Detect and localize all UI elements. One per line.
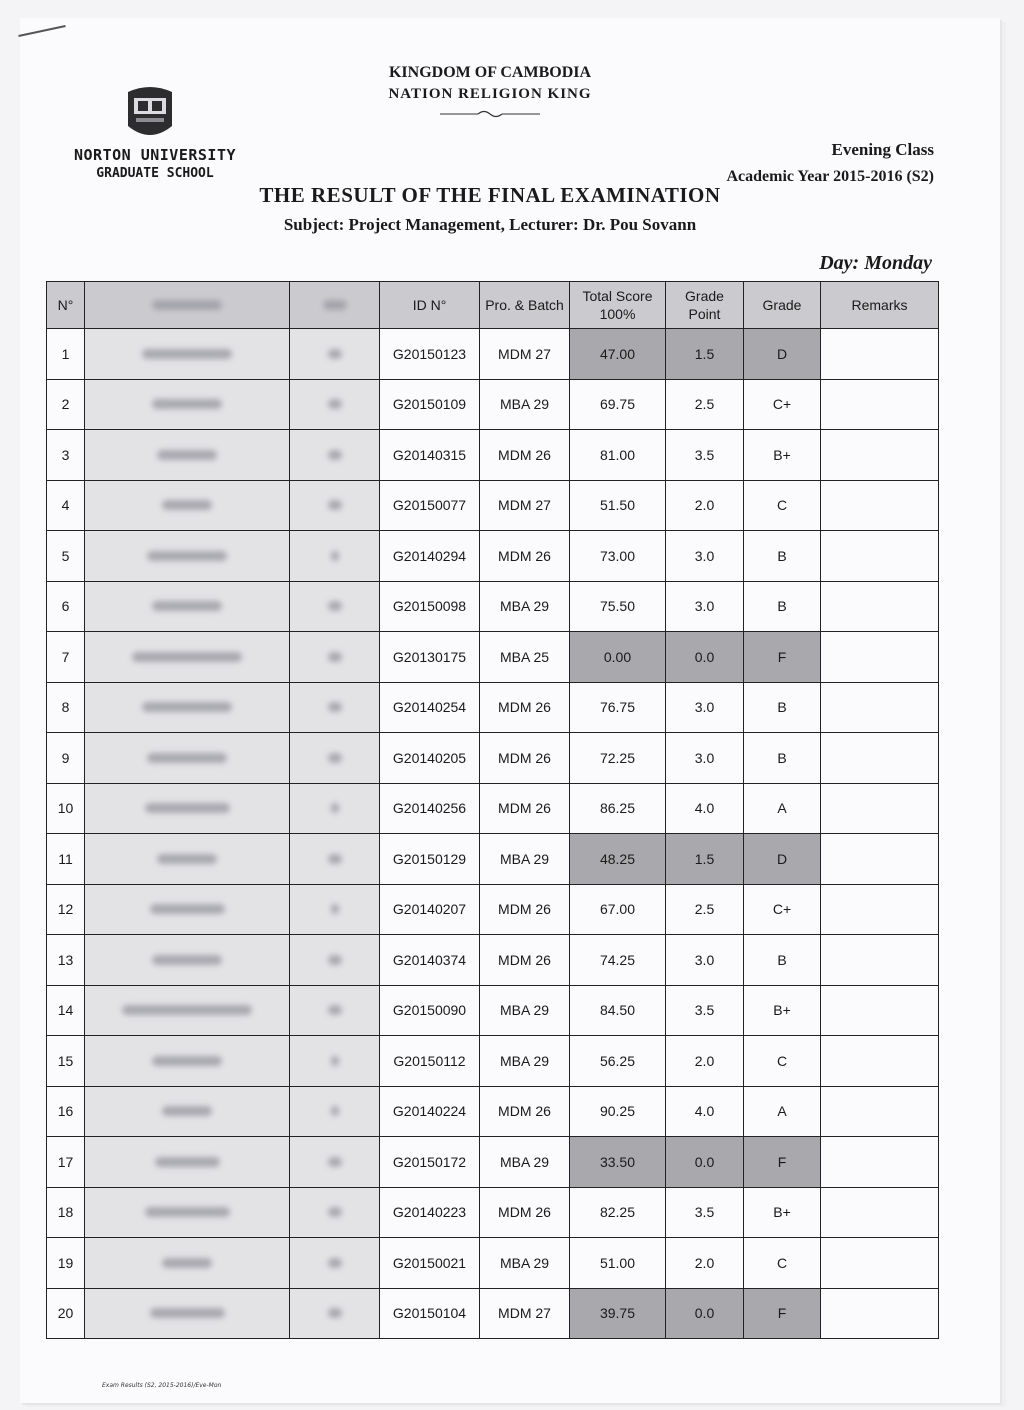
cell-sex-redacted	[290, 1137, 380, 1188]
cell-grade: B+	[744, 430, 821, 481]
cell-batch: MDM 26	[480, 1086, 570, 1137]
cell-batch: MDM 26	[480, 884, 570, 935]
cell-grade-point: 0.0	[666, 632, 744, 683]
redaction-blur	[162, 1258, 212, 1268]
cell-batch: MBA 29	[480, 379, 570, 430]
cell-batch: MDM 26	[480, 935, 570, 986]
cell-grade-point: 2.0	[666, 1036, 744, 1087]
redaction-blur	[328, 450, 342, 460]
table-row	[47, 985, 939, 1036]
cell-sex-redacted	[290, 1288, 380, 1339]
cell-remarks	[821, 531, 939, 582]
cell-sex-redacted	[290, 1238, 380, 1289]
cell-grade: A	[744, 783, 821, 834]
cell-id: G20150172	[380, 1137, 480, 1188]
cell-grade-point: 3.0	[666, 682, 744, 733]
header-grade: Grade	[744, 282, 821, 329]
header-id: ID N°	[380, 282, 480, 329]
redaction-blur	[145, 1207, 230, 1217]
cell-no: 6	[47, 581, 85, 632]
cell-id: G20150104	[380, 1288, 480, 1339]
cell-name-redacted	[85, 1238, 290, 1289]
table-row	[47, 1187, 939, 1238]
cell-name-redacted	[85, 1086, 290, 1137]
cell-score: 69.75	[570, 379, 666, 430]
cell-batch: MBA 29	[480, 581, 570, 632]
redaction-blur	[150, 904, 225, 914]
cell-sex-redacted	[290, 682, 380, 733]
day-label: Day: Monday	[819, 252, 932, 274]
cell-id: G20130175	[380, 632, 480, 683]
cell-remarks	[821, 733, 939, 784]
cell-batch: MDM 26	[480, 430, 570, 481]
table-row	[47, 834, 939, 885]
cell-score: 82.25	[570, 1187, 666, 1238]
cell-sex-redacted	[290, 480, 380, 531]
motto-line: NATION RELIGION KING	[388, 86, 592, 102]
cell-name-redacted	[85, 632, 290, 683]
cell-no: 9	[47, 733, 85, 784]
footer-note: Exam Results (S2, 2015-2016)/Eve-Mon	[102, 1382, 222, 1389]
cell-id: G20140374	[380, 935, 480, 986]
cell-batch: MDM 27	[480, 329, 570, 380]
class-info	[726, 140, 934, 186]
school-name: GRADUATE SCHOOL	[96, 166, 214, 181]
cell-grade: B	[744, 531, 821, 582]
redaction-blur	[328, 702, 342, 712]
cell-grade-point: 3.0	[666, 531, 744, 582]
cell-sex-redacted	[290, 1036, 380, 1087]
cell-remarks	[821, 1086, 939, 1137]
cell-grade-point: 2.0	[666, 480, 744, 531]
redaction-blur	[328, 601, 342, 611]
table-row	[47, 733, 939, 784]
cell-no: 14	[47, 985, 85, 1036]
cell-batch: MBA 29	[480, 1137, 570, 1188]
cell-remarks	[821, 480, 939, 531]
cell-grade-point: 1.5	[666, 329, 744, 380]
cell-no: 20	[47, 1288, 85, 1339]
cell-name-redacted	[85, 581, 290, 632]
redaction-blur	[328, 652, 342, 662]
redaction-blur	[132, 652, 242, 662]
cell-score: 76.75	[570, 682, 666, 733]
cell-score: 81.00	[570, 430, 666, 481]
cell-name-redacted	[85, 783, 290, 834]
cell-grade-point: 3.0	[666, 935, 744, 986]
cell-id: G20150021	[380, 1238, 480, 1289]
redaction-blur	[162, 1106, 212, 1116]
redaction-blur	[331, 1106, 339, 1116]
cell-remarks	[821, 935, 939, 986]
cell-no: 11	[47, 834, 85, 885]
table-row	[47, 935, 939, 986]
cell-score: 56.25	[570, 1036, 666, 1087]
cell-score: 51.00	[570, 1238, 666, 1289]
redaction-blur	[157, 854, 217, 864]
cell-remarks	[821, 1288, 939, 1339]
cell-name-redacted	[85, 329, 290, 380]
cell-remarks	[821, 985, 939, 1036]
cell-no: 17	[47, 1137, 85, 1188]
redaction-blur	[147, 753, 227, 763]
cell-id: G20140207	[380, 884, 480, 935]
cell-grade: A	[744, 1086, 821, 1137]
table-header-row	[47, 282, 939, 329]
cell-batch: MBA 29	[480, 834, 570, 885]
cell-sex-redacted	[290, 531, 380, 582]
cell-grade-point: 2.5	[666, 884, 744, 935]
redaction-blur	[328, 500, 342, 510]
redaction-blur	[331, 904, 339, 914]
cell-score: 86.25	[570, 783, 666, 834]
cell-grade: D	[744, 834, 821, 885]
table-row	[47, 1137, 939, 1188]
cell-score: 72.25	[570, 733, 666, 784]
table-row	[47, 884, 939, 935]
redaction-blur	[328, 399, 342, 409]
redaction-blur	[328, 1207, 342, 1217]
cell-score: 75.50	[570, 581, 666, 632]
cell-score: 73.00	[570, 531, 666, 582]
header-grade-point	[666, 282, 744, 329]
cell-grade: D	[744, 329, 821, 380]
cell-name-redacted	[85, 1036, 290, 1087]
redaction-blur	[328, 1308, 342, 1318]
cell-grade: C	[744, 1238, 821, 1289]
redaction-blur	[328, 1157, 342, 1167]
cell-sex-redacted	[290, 1187, 380, 1238]
cell-sex-redacted	[290, 783, 380, 834]
redaction-blur	[162, 500, 212, 510]
cell-grade: C+	[744, 379, 821, 430]
cell-id: G20140254	[380, 682, 480, 733]
cell-no: 18	[47, 1187, 85, 1238]
redaction-blur	[157, 450, 217, 460]
cell-sex-redacted	[290, 379, 380, 430]
redaction-blur	[331, 803, 339, 813]
cell-id: G20150129	[380, 834, 480, 885]
cell-no: 13	[47, 935, 85, 986]
header-total-score-line2: 100%	[599, 306, 636, 322]
redaction-blur	[331, 551, 339, 561]
header-no: N°	[47, 282, 85, 329]
cell-score: 67.00	[570, 884, 666, 935]
university-block	[60, 146, 250, 181]
cell-grade-point: 3.5	[666, 1187, 744, 1238]
cell-no: 15	[47, 1036, 85, 1087]
national-header	[340, 64, 640, 124]
cell-id: G20150112	[380, 1036, 480, 1087]
cell-grade-point: 3.0	[666, 581, 744, 632]
cell-id: G20140256	[380, 783, 480, 834]
cell-sex-redacted	[290, 430, 380, 481]
cell-name-redacted	[85, 480, 290, 531]
cell-remarks	[821, 1187, 939, 1238]
redaction-blur	[147, 551, 227, 561]
cell-remarks	[821, 329, 939, 380]
table-row	[47, 682, 939, 733]
cell-score: 33.50	[570, 1137, 666, 1188]
redaction-blur	[328, 753, 342, 763]
header-remarks: Remarks	[821, 282, 939, 329]
cell-score: 90.25	[570, 1086, 666, 1137]
cell-batch: MDM 26	[480, 733, 570, 784]
cell-batch: MBA 29	[480, 985, 570, 1036]
cell-sex-redacted	[290, 985, 380, 1036]
cell-grade: F	[744, 1288, 821, 1339]
header-batch: Pro. & Batch	[480, 282, 570, 329]
header-total-score-line1: Total Score	[582, 288, 653, 304]
table-row	[47, 480, 939, 531]
table-row	[47, 632, 939, 683]
cell-remarks	[821, 682, 939, 733]
cell-score: 0.00	[570, 632, 666, 683]
cell-grade: C+	[744, 884, 821, 935]
cell-grade-point: 4.0	[666, 783, 744, 834]
cell-sex-redacted	[290, 733, 380, 784]
cell-score: 39.75	[570, 1288, 666, 1339]
cell-batch: MDM 26	[480, 531, 570, 582]
cell-id: G20140294	[380, 531, 480, 582]
cell-grade-point: 2.5	[666, 379, 744, 430]
cell-no: 5	[47, 531, 85, 582]
table-row	[47, 531, 939, 582]
header-name-redacted	[85, 282, 290, 329]
table-row	[47, 783, 939, 834]
cell-sex-redacted	[290, 1086, 380, 1137]
cell-grade-point: 3.5	[666, 430, 744, 481]
ornament-divider	[440, 109, 540, 119]
table-row	[47, 1036, 939, 1087]
redaction-blur	[328, 349, 342, 359]
class-label: Evening Class	[831, 140, 934, 159]
cell-id: G20140315	[380, 430, 480, 481]
cell-no: 19	[47, 1238, 85, 1289]
redaction-blur	[152, 955, 222, 965]
cell-name-redacted	[85, 682, 290, 733]
cell-remarks	[821, 632, 939, 683]
kingdom-line: KINGDOM OF CAMBODIA	[388, 64, 592, 81]
redaction-blur	[328, 955, 342, 965]
cell-id: G20140224	[380, 1086, 480, 1137]
cell-grade: C	[744, 480, 821, 531]
document-title: THE RESULT OF THE FINAL EXAMINATION	[259, 183, 721, 207]
cell-grade: B	[744, 935, 821, 986]
cell-name-redacted	[85, 430, 290, 481]
cell-score: 47.00	[570, 329, 666, 380]
cell-sex-redacted	[290, 935, 380, 986]
redaction-blur	[150, 1308, 225, 1318]
cell-no: 8	[47, 682, 85, 733]
table-row	[47, 1238, 939, 1289]
redaction-blur	[152, 1056, 222, 1066]
cell-id: G20150090	[380, 985, 480, 1036]
cell-id: G20150109	[380, 379, 480, 430]
cell-grade-point: 2.0	[666, 1238, 744, 1289]
cell-remarks	[821, 581, 939, 632]
cell-score: 84.50	[570, 985, 666, 1036]
redaction-blur	[155, 1157, 220, 1167]
cell-batch: MDM 26	[480, 783, 570, 834]
cell-sex-redacted	[290, 632, 380, 683]
cell-id: G20150123	[380, 329, 480, 380]
redaction-blur	[328, 1258, 342, 1268]
header-total-score	[570, 282, 666, 329]
cell-id: G20150077	[380, 480, 480, 531]
cell-id: G20140223	[380, 1187, 480, 1238]
cell-no: 7	[47, 632, 85, 683]
cell-grade: B+	[744, 1187, 821, 1238]
cell-score: 51.50	[570, 480, 666, 531]
cell-grade: F	[744, 632, 821, 683]
cell-remarks	[821, 430, 939, 481]
table-row	[47, 379, 939, 430]
subject-line: Subject: Project Management, Lecturer: Dr. Pou Sovann	[283, 215, 697, 234]
table-row	[47, 581, 939, 632]
cell-name-redacted	[85, 1137, 290, 1188]
cell-id: G20150098	[380, 581, 480, 632]
cell-name-redacted	[85, 1187, 290, 1238]
cell-no: 2	[47, 379, 85, 430]
cell-no: 10	[47, 783, 85, 834]
cell-remarks	[821, 1137, 939, 1188]
university-name: NORTON UNIVERSITY	[73, 146, 237, 164]
redaction-blur	[152, 399, 222, 409]
cell-remarks	[821, 884, 939, 935]
cell-remarks	[821, 834, 939, 885]
redaction-blur	[331, 1056, 339, 1066]
cell-grade: F	[744, 1137, 821, 1188]
cell-batch: MDM 26	[480, 1187, 570, 1238]
cell-remarks	[821, 783, 939, 834]
table-row	[47, 1086, 939, 1137]
cell-score: 48.25	[570, 834, 666, 885]
cell-grade-point: 1.5	[666, 834, 744, 885]
redaction-blur	[122, 1005, 252, 1015]
cell-batch: MBA 29	[480, 1036, 570, 1087]
cell-remarks	[821, 379, 939, 430]
cell-sex-redacted	[290, 329, 380, 380]
cell-score: 74.25	[570, 935, 666, 986]
header-grade-point-line1: Grade	[685, 288, 724, 304]
cell-grade: B	[744, 581, 821, 632]
redaction-blur	[328, 854, 342, 864]
table-row	[47, 1288, 939, 1339]
table-row	[47, 430, 939, 481]
cell-remarks	[821, 1036, 939, 1087]
header-grade-point-line2: Point	[688, 306, 721, 322]
cell-batch: MDM 27	[480, 1288, 570, 1339]
cell-grade: B	[744, 733, 821, 784]
cell-grade: C	[744, 1036, 821, 1087]
cell-grade-point: 0.0	[666, 1137, 744, 1188]
university-logo	[122, 82, 178, 144]
academic-year: Academic Year 2015-2016 (S2)	[726, 168, 934, 185]
table-row	[47, 329, 939, 380]
cell-grade-point: 4.0	[666, 1086, 744, 1137]
cell-grade: B+	[744, 985, 821, 1036]
cell-name-redacted	[85, 733, 290, 784]
cell-name-redacted	[85, 1288, 290, 1339]
cell-grade-point: 3.5	[666, 985, 744, 1036]
redaction-blur	[142, 702, 232, 712]
cell-sex-redacted	[290, 834, 380, 885]
cell-sex-redacted	[290, 884, 380, 935]
redaction-blur	[152, 601, 222, 611]
cell-no: 16	[47, 1086, 85, 1137]
redaction-blur	[328, 1005, 342, 1015]
cell-grade-point: 3.0	[666, 733, 744, 784]
cell-name-redacted	[85, 531, 290, 582]
cell-no: 12	[47, 884, 85, 935]
cell-no: 4	[47, 480, 85, 531]
redaction-blur	[145, 803, 230, 813]
cell-grade: B	[744, 682, 821, 733]
cell-grade-point: 0.0	[666, 1288, 744, 1339]
cell-name-redacted	[85, 834, 290, 885]
results-table	[46, 281, 939, 1339]
cell-no: 3	[47, 430, 85, 481]
header-sex-redacted	[290, 282, 380, 329]
cell-name-redacted	[85, 935, 290, 986]
redaction-blur	[142, 349, 232, 359]
cell-no: 1	[47, 329, 85, 380]
cell-batch: MDM 26	[480, 682, 570, 733]
cell-batch: MBA 25	[480, 632, 570, 683]
cell-batch: MBA 29	[480, 1238, 570, 1289]
cell-name-redacted	[85, 985, 290, 1036]
cell-id: G20140205	[380, 733, 480, 784]
cell-name-redacted	[85, 379, 290, 430]
cell-name-redacted	[85, 884, 290, 935]
cell-batch: MDM 27	[480, 480, 570, 531]
cell-remarks	[821, 1238, 939, 1289]
cell-sex-redacted	[290, 581, 380, 632]
